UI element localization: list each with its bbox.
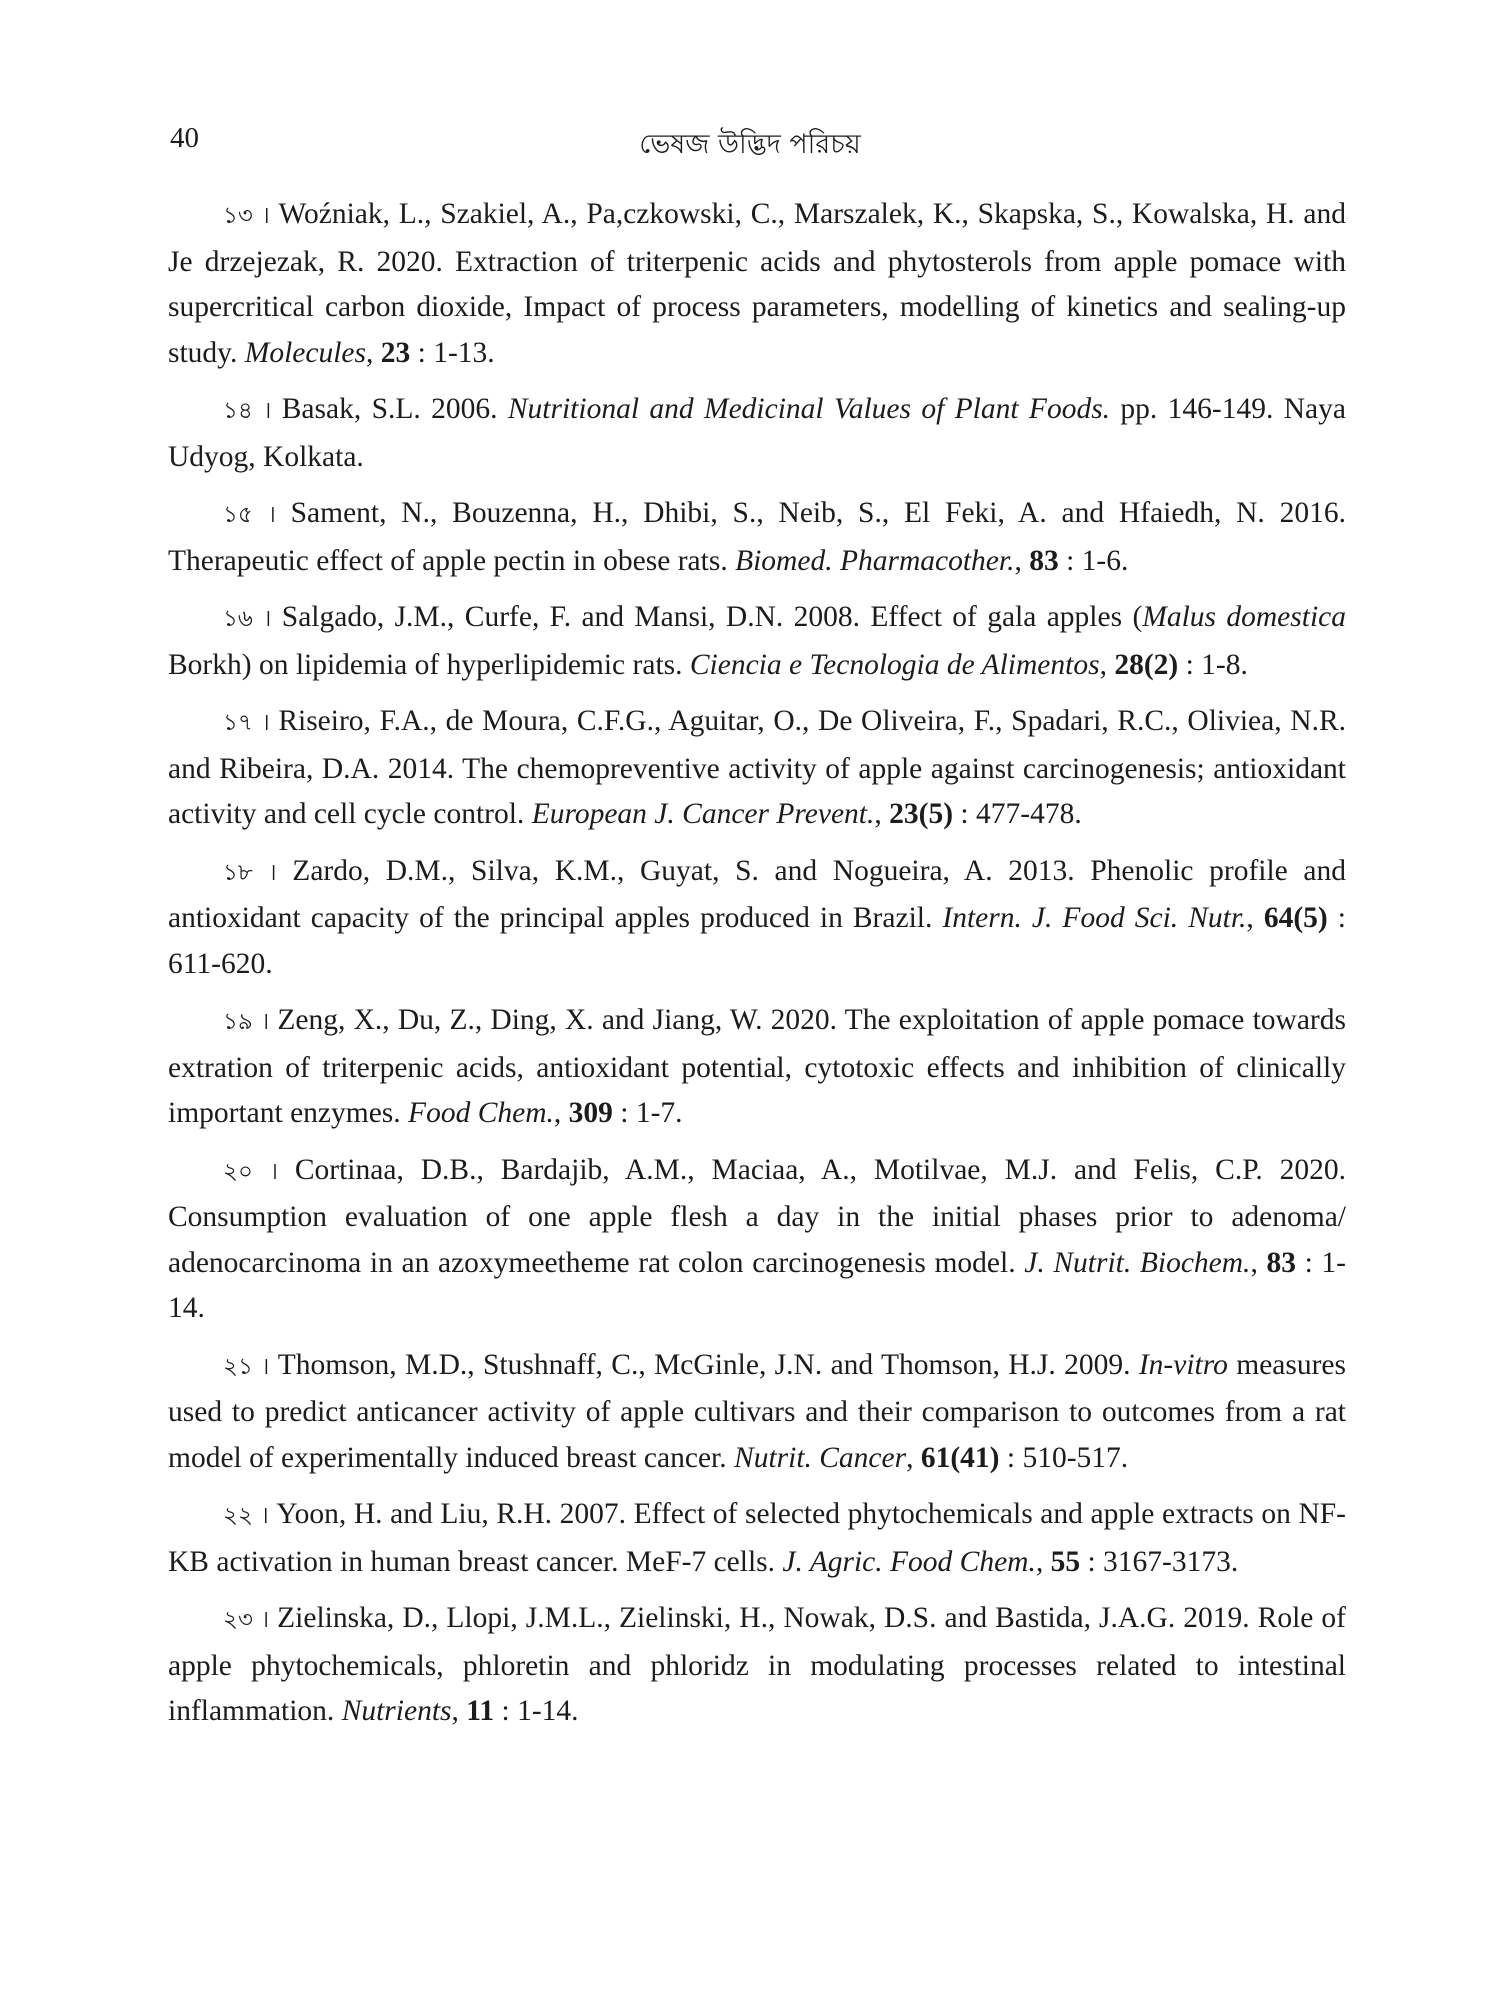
reference-text-continued: Borkh) on lipidemia of hyperlipidemic rats. <box>168 648 690 681</box>
reference-pages: : 611-620. <box>168 902 1346 980</box>
reference-volume: 309 <box>568 1097 613 1129</box>
reference-pages: : 477-478. <box>953 798 1082 830</box>
running-title: ভেষজ উদ্ভিদ পরিচয় <box>639 129 861 160</box>
reference-separator: , <box>1246 902 1264 934</box>
reference-journal: Biomed. Pharmacother. <box>735 544 1015 577</box>
reference-text: Zeng, X., Du, Z., Ding, X. and Jiang, W. 2020. The exploitation of apple pomace towards extration of triterpenic acids, antioxidant potential, cytotoxic effects and inhibition of clinically important enzymes. <box>168 1004 1346 1129</box>
reference-text-continued: measures used to predict anticancer activity of apple cultivars and their comparison to outcomes from a rat model of experimentally induced breast cancer. <box>168 1348 1347 1474</box>
reference-number: ২৩ । <box>223 1607 270 1633</box>
reference-journal: J. Nutrit. Biochem. <box>1024 1246 1251 1279</box>
reference-publisher: pp. 146-149. Naya Udyog, Kolkata. <box>168 393 1346 473</box>
reference-separator: , <box>1099 648 1115 681</box>
reference-item <box>168 998 1346 1137</box>
reference-volume: 28(2) <box>1114 648 1179 681</box>
reference-separator: , <box>451 1695 467 1727</box>
reference-separator: , <box>366 336 381 369</box>
reference-journal: Nutrit. Cancer <box>734 1441 907 1474</box>
reference-item <box>168 192 1346 376</box>
reference-volume: 11 <box>466 1695 495 1727</box>
reference-number: ১৬ । <box>223 606 272 632</box>
reference-pages: : 510-517. <box>999 1441 1129 1474</box>
reference-volume: 64(5) <box>1263 902 1328 934</box>
reference-text: Sament, N., Bouzenna, H., Dhibi, S., Neib, S., El Feki, A. and Hfaiedh, N. 2016. Therapeutic effect of apple pectin in obese rats. <box>168 497 1346 577</box>
reference-volume: 23(5) <box>889 798 954 830</box>
reference-journal: Food Chem. <box>408 1097 554 1129</box>
reference-item <box>168 849 1346 988</box>
reference-volume: 83 <box>1266 1246 1296 1279</box>
reference-number: ২১ । <box>223 1353 270 1380</box>
reference-item <box>168 1148 1346 1332</box>
reference-number: ১৫ । <box>223 502 276 528</box>
reference-text: Riseiro, F.A., de Moura, C.F.G., Aguitar, O., De Oliveira, F., Spadari, R.C., Oliviea, N.R. and Ribeira, D.A. 2014. The chemopreventive activity of apple against carcinogenesis; antioxidant activity and cell cycle control. <box>168 705 1346 830</box>
reference-text: Salgado, J.M., Curfe, F. and Mansi, D.N. 2008. Effect of gala apples ( <box>271 601 1143 633</box>
reference-text: Zielinska, D., Llopi, J.M.L., Zielinski, H., Nowak, D.S. and Bastida, J.A.G. 2019. Role of apple phytochemicals, phloretin and phloridz in modulating processes related to intestinal inflammation. <box>168 1602 1346 1727</box>
reference-text: Woźniak, L., Szakiel, A., Pa,czkowski, C., Marszalek, K., Skapska, S., Kowalska, H. and Je drzejezak, R. 2020. Extraction of triterpenic acids and phytosterols from apple pomace with supercritical carbon dioxide, Impact of process parameters, modelling of kinetics and sealing-up study. <box>168 198 1346 369</box>
reference-journal: J. Agric. Food Chem., <box>782 1545 1044 1578</box>
reference-number: ১৭ । <box>223 710 270 736</box>
reference-text: Cortinaa, D.B., Bardajib, A.M., Maciaa, A., Motilvae, M.J. and Felis, C.P. 2020. Consumption evaluation of one apple flesh a day in the initial phases prior to adenoma/ adenocarcinoma in an azoxymeetheme rat colon carcinogenesis model. <box>168 1153 1346 1279</box>
reference-item <box>168 1343 1346 1482</box>
reference-item <box>168 491 1346 584</box>
reference-pages: : 1-7. <box>612 1097 683 1129</box>
reference-number: ১৯ । <box>223 1009 270 1035</box>
reference-pages: : 1-8. <box>1178 648 1248 681</box>
reference-item <box>168 699 1346 838</box>
reference-journal: Ciencia e Tecnologia de Alimentos <box>689 648 1100 681</box>
reference-book-title: Nutritional and Medicinal Values of Plant Foods. <box>507 393 1111 425</box>
reference-pages: : 1-14. <box>494 1695 579 1727</box>
reference-separator <box>1043 1546 1050 1578</box>
reference-number: ২২ । <box>223 1503 269 1529</box>
reference-journal: European J. Cancer Prevent. <box>531 798 875 830</box>
reference-volume: 83 <box>1029 544 1059 577</box>
reference-text: Thomson, M.D., Stushnaff, C., McGinle, J.N. and Thomson, H.J. 2009. <box>269 1348 1139 1381</box>
reference-volume: 61(41) <box>920 1441 1000 1474</box>
reference-text: Zardo, D.M., Silva, K.M., Guyat, S. and Nogueira, A. 2013. Phenolic profile and antioxidant capacity of the principal apples produced in Brazil. <box>168 854 1346 934</box>
reference-pages: : 1-14. <box>168 1246 1346 1324</box>
reference-text: Yoon, H. and Liu, R.H. 2007. Effect of selected phytochemicals and apple extracts on NF-KB activation in human breast cancer. MeF-7 cells. <box>168 1498 1346 1578</box>
reference-separator: , <box>906 1441 921 1474</box>
reference-separator: , <box>1014 544 1030 577</box>
reference-text: Basak, S.L. 2006. <box>271 393 508 425</box>
reference-journal: Nutrients <box>341 1695 452 1727</box>
reference-number: ১৪ । <box>223 398 272 424</box>
reference-volume: 23 <box>380 336 411 369</box>
page-number: 40 <box>170 122 199 154</box>
reference-pages: : 3167-3173. <box>1080 1545 1239 1578</box>
reference-pages: : 1-6. <box>1058 544 1129 577</box>
reference-journal: Molecules <box>244 336 366 369</box>
reference-number: ২০ । <box>223 1158 278 1185</box>
reference-list <box>168 192 1346 1746</box>
reference-separator: , <box>1250 1246 1267 1279</box>
reference-pages: : 1-13. <box>410 336 495 369</box>
reference-item <box>168 387 1346 480</box>
reference-item <box>168 1596 1346 1735</box>
reference-separator: , <box>553 1097 569 1129</box>
reference-volume: 55 <box>1050 1545 1081 1578</box>
reference-italic-term: In-vitro <box>1138 1348 1228 1381</box>
reference-species: Malus domestica <box>1142 601 1346 633</box>
reference-separator: , <box>874 798 890 830</box>
reference-number: ১৩ । <box>223 203 270 229</box>
reference-item <box>168 595 1346 688</box>
reference-number: ১৮ । <box>223 859 277 886</box>
reference-journal: Intern. J. Food Sci. Nutr. <box>942 902 1247 934</box>
reference-item <box>168 1492 1346 1585</box>
